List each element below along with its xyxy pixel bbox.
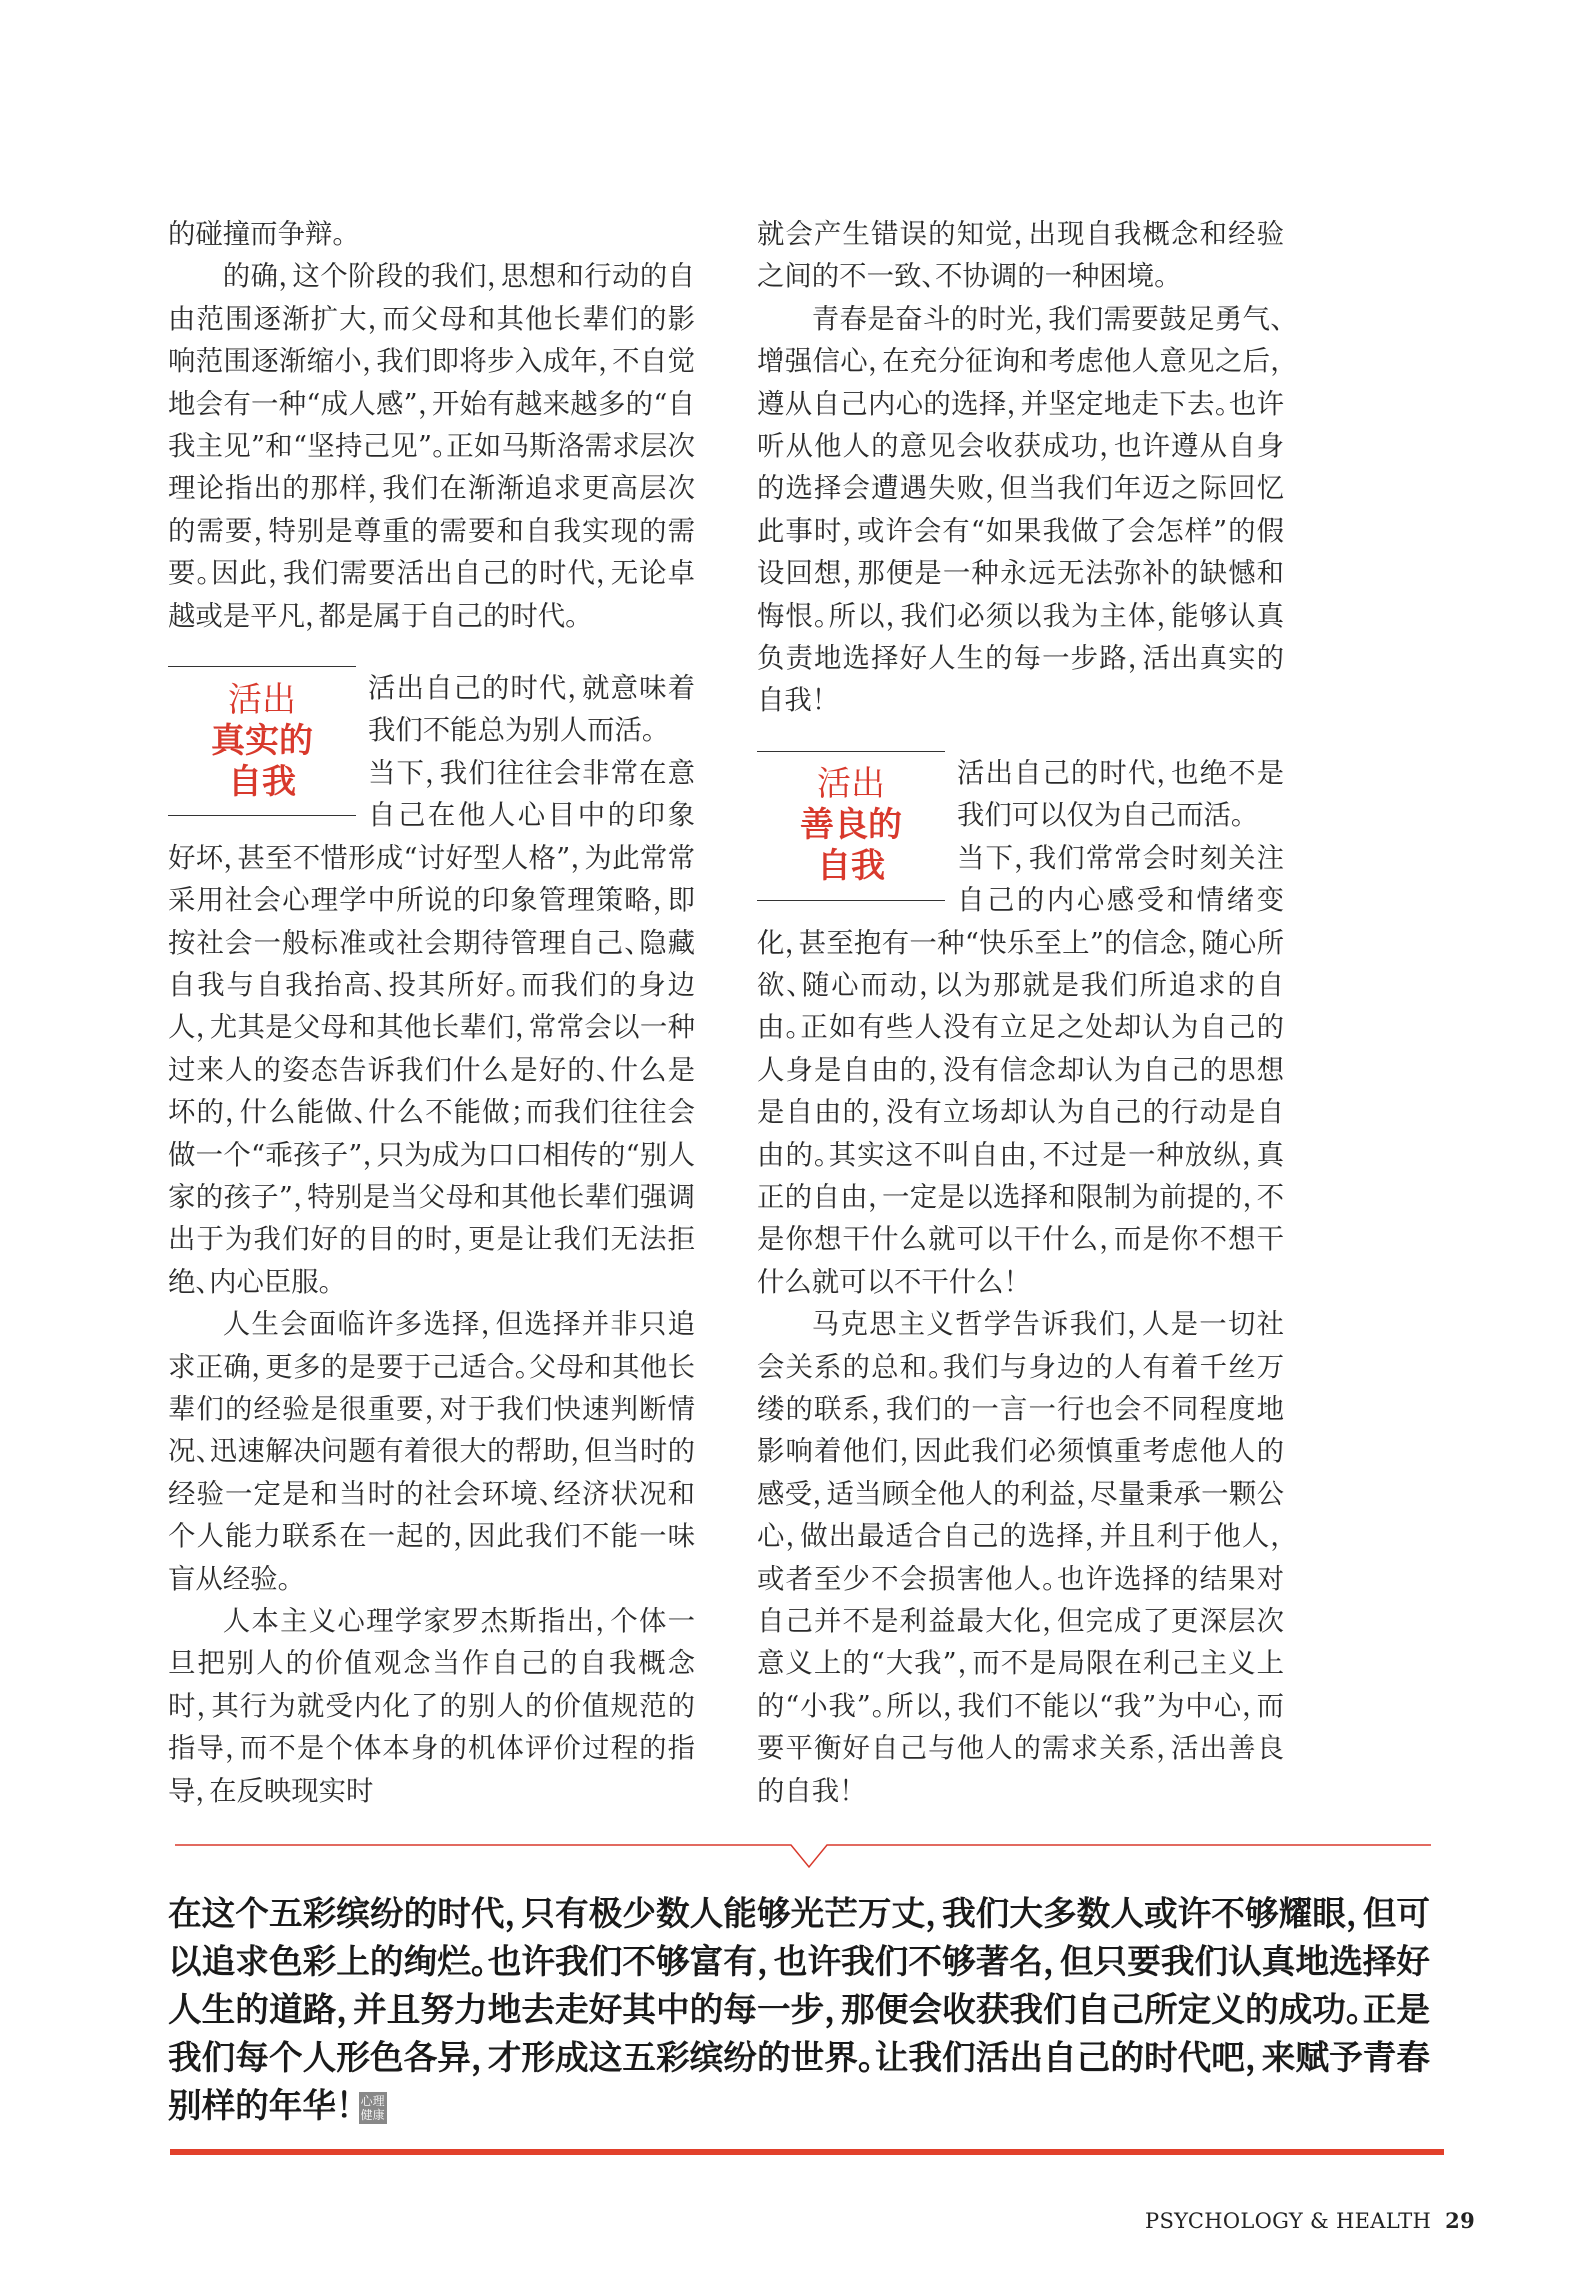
page-number: 29 xyxy=(1445,2208,1475,2233)
section-heading xyxy=(168,666,356,816)
conclusion-body: 在这个五彩缤纷的时代，只有极少数人能够光芒万丈，我们大多数人或许不够耀眼，但可以追求色彩上的绚烂。也许我们不够富有，也许我们不够著名，但只要我们认真地选择好人生的道路，并且努力地去走好其中的每一步，那便会收获我们自己所定义的成功。正是我们每个人形色各异，才形成这五彩缤纷的世界。让我们活出自己的时代吧，来赋予青春别样的年华！ xyxy=(168,1893,1430,2125)
paragraph: 人本主义心理学家罗杰斯指出，个体一旦把别人的价值观念当作自己的自我概念时，其行为就受内化了的别人的价值规范的指导，而不是个体本身的机体评价过程的指导，在反映现实时 xyxy=(168,1606,695,1807)
left-column xyxy=(168,214,695,1813)
section-heading xyxy=(757,751,945,901)
page-footer xyxy=(1145,2208,1475,2233)
paragraph: 的确，这个阶段的我们，思想和行动的自由范围逐渐扩大，而父母和其他长辈们的影响范围逐渐缩小，我们即将步入成年，不自觉地会有一种“成人感”，开始有越来越多的“自我主见”和“坚持己见”。正如马斯洛需求层次理论指出的那样，我们在渐渐追求更高层次的需要，特别是尊重的需要和自我实现的需要。因此，我们需要活出自己的时代，无论卓越或是平凡，都是属于自己的时代。 xyxy=(168,261,695,632)
paragraph: 青春是奋斗的时光，我们需要鼓足勇气、增强信心，在充分征询和考虑他人意见之后，遵从自己内心的选择，并坚定地走下去。也许听从他人的意见会收获成功，也许遵从自身的选择会遭遇失败，但当我们年迈之际回忆此事时，或许会有“如果我做了会怎样”的假设回想，那便是一种永远无法弥补的缺憾和悔恨。所以，我们必须以我为主体，能够认真负责地选择好人生的每一步路，活出真实的自我！ xyxy=(757,303,1284,717)
heading-line: 活出 xyxy=(817,764,885,805)
section-true-self xyxy=(168,668,695,1813)
paragraph: 马克思主义哲学告诉我们，人是一切社会关系的总和。我们与身边的人有着千丝万缕的联系，我们的一言一行也会不同程度地影响着他们，因此我们必须慎重考虑他人的感受，适当顾全他人的利益，尽量秉承一颗公心，做出最适合自己的选择，并且利于他人，或者至少不会损害他人。也许选择的结果对自己并不是利益最大化，但完成了更深层次意义上的“大我”，而不是局限在利己主义上的“小我”。所以，我们不能以“我”为中心，而要平衡好自己与他人的需求关系，活出善良的自我！ xyxy=(757,1309,1284,1807)
paragraph: 就会产生错误的知觉，出现自我概念和经验之间的不一致、不协调的一种困境。 xyxy=(757,219,1284,293)
heading-line: 善良的 xyxy=(800,805,902,846)
paragraph: 人生会面临许多选择，但选择并非只追求正确，更多的是要于己适合。父母和其他长辈们的经验是很重要，对于我们快速判断情况、迅速解决问题有着很大的帮助，但当时的经验一定是和当时的社会环境、经济状况和个人能力联系在一起的，因此我们不能一味盲从经验。 xyxy=(168,1309,695,1595)
paragraph: 当下，我们往往会非常在意自己在他人心目中的印象好坏，甚至不惜形成“讨好型人格”，为此常常采用社会心理学中所说的印象管理策略，即按社会一般标准或社会期待管理自己、隐藏自我与自我抬高、投其所好。而我们的身边人，尤其是父母和其他长辈们，常常会以一种过来人的姿态告诉我们什么是好的、什么是坏的，什么能做、什么不能做；而我们往往会做一个“乖孩子”，只为成为口口相传的“别人家的孩子”，特别是当父母和其他长辈们强调出于为我们好的目的时，更是让我们无法拒绝、内心臣服。 xyxy=(168,757,695,1298)
paragraph: 活出自己的时代，就意味着我们不能总为别人而活。 xyxy=(368,673,695,747)
paragraph: 当下，我们常常会时刻关注自己的内心感受和情绪变化，甚至抱有一种“快乐至上”的信念，随心所欲、随心而动，以为那就是我们所追求的自由。正如有些人没有立足之处却认为自己的人身是自由的，没有信念却认为自己的思想是自由的，没有立场却认为自己的行动是自由的。其实这不叫自由，不过是一种放纵，真正的自由，一定是以选择和限制为前提的，不是你想干什么就可以干什么，而是你不想干什么就可以不干什么！ xyxy=(757,842,1284,1298)
paragraph: 的碰撞而争辩。 xyxy=(168,219,347,250)
heading-line: 真实的 xyxy=(211,720,313,761)
section-kind-self xyxy=(757,753,1284,1813)
right-column xyxy=(757,214,1284,1813)
bottom-red-bar xyxy=(170,2149,1444,2155)
paragraph: 活出自己的时代，也绝不是我们可以仅为自己而活。 xyxy=(957,757,1284,832)
notched-divider xyxy=(175,1843,1431,1873)
heading-line: 自我 xyxy=(228,761,296,802)
end-mark-logo: 心理健康 xyxy=(360,2094,385,2122)
heading-line: 自我 xyxy=(817,846,885,887)
conclusion-text xyxy=(168,1889,1430,2129)
magazine-name: PSYCHOLOGY & HEALTH xyxy=(1145,2209,1432,2233)
heading-line: 活出 xyxy=(228,679,296,720)
